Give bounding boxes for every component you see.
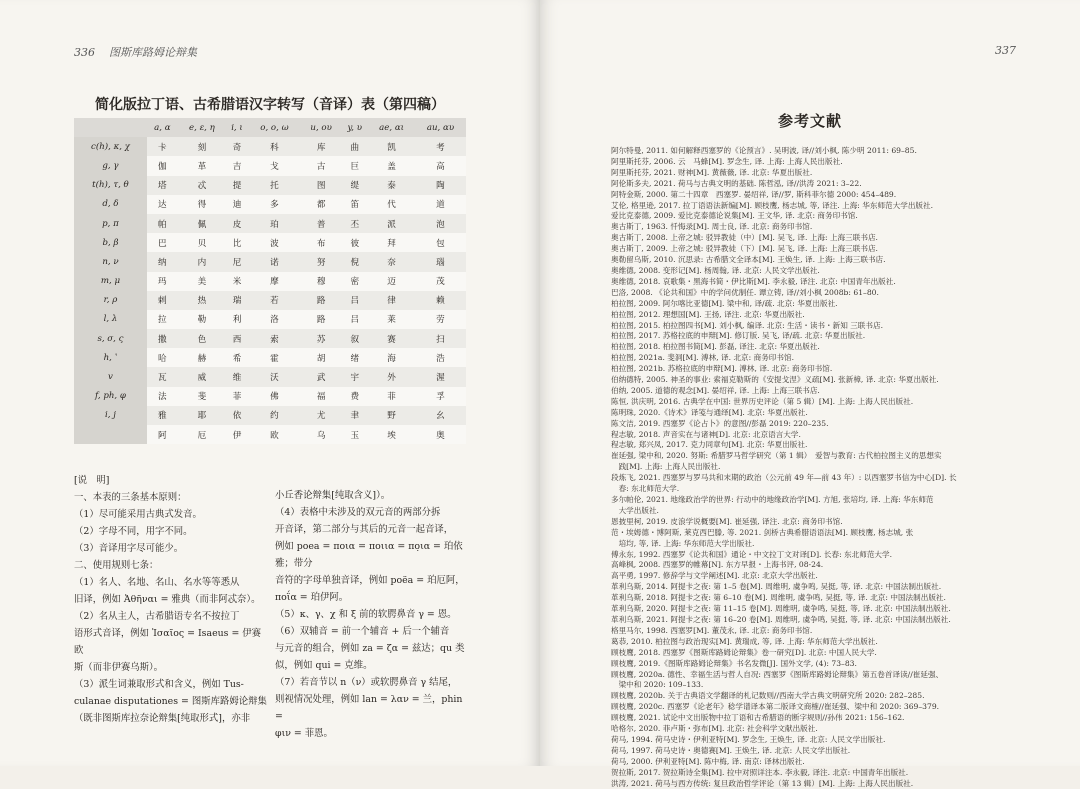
row-header xyxy=(74,425,147,444)
column-header: y, υ xyxy=(341,118,368,137)
table-cell: 野 xyxy=(368,406,415,425)
table-cell: 革 xyxy=(178,156,226,175)
table-cell: 外 xyxy=(368,367,415,386)
table-cell: 都 xyxy=(301,195,341,214)
table-cell: 达 xyxy=(147,195,178,214)
reference-entry: 顾枝鹰, 2021. 试论中文出版物中拉丁语和古希腊语的断字规则//孙伟 2021: 156–162. xyxy=(611,713,905,723)
note-line: 与元音的组合，例如 za = ζα = 兹达；qu 类 xyxy=(275,643,465,654)
table-cell: 科 xyxy=(248,137,301,156)
reference-entry: 崔延强, 梁中和, 2020. 努斯: 希腊罗马哲学研究（第 1 辑） 爱智与教育: 古代柏拉图主义的思想实 xyxy=(611,451,942,461)
row-header: d, δ xyxy=(74,195,147,214)
reference-entry: 巴洛, 2008. 《论共和国》中的学问优制任. 谭立铸, 译//刘小枫 2008b: 61–80. xyxy=(611,287,879,297)
note-line: （6）双辅音 = 前一个辅音 + 后一个辅音 xyxy=(275,626,450,637)
table-cell: 色 xyxy=(178,329,226,348)
table-cell: 美 xyxy=(178,272,226,291)
column-header: a, α xyxy=(147,118,178,137)
table-row xyxy=(74,272,466,291)
table-cell: 米 xyxy=(226,272,248,291)
table-row xyxy=(74,387,466,406)
table-cell: 迪 xyxy=(226,195,248,214)
reference-entry: 荷马, 1994. 荷马史诗・伊利亚特[M]. 罗念生, 王焕生, 译. 北京: 人民文学出版社. xyxy=(611,734,886,744)
table-cell: 聿 xyxy=(341,406,368,425)
notes-column-2 xyxy=(275,487,471,742)
table-cell: 法 xyxy=(147,387,178,406)
reference-entry: 程志敏, 郑兴凤, 2017. 克力同章句[M]. 北京: 华夏出版社. xyxy=(611,440,808,450)
column-header: au, αυ xyxy=(415,118,466,137)
table-cell: 利 xyxy=(226,310,248,329)
table-cell: 比 xyxy=(226,233,248,252)
table-cell: 高 xyxy=(415,156,466,175)
reference-entry: 恩披里柯, 2019. 皮浪学说概要[M]. 崔延强, 译注. 北京: 商务印书馆. xyxy=(611,516,843,526)
table-body xyxy=(74,137,466,444)
column-header: e, ε, η xyxy=(178,118,226,137)
table-cell: 希 xyxy=(226,348,248,367)
table-row xyxy=(74,137,466,156)
reference-entry: 伯纳, 2005. 道德的观念[M]. 晏绍祥, 译. 上海: 上海三联书店. xyxy=(611,385,820,395)
row-header: n, ν xyxy=(74,252,147,271)
table-cell: 图 xyxy=(301,176,341,195)
note-line: （3）派生词兼取形式和含义，例如 Tus- xyxy=(74,679,244,690)
reference-entry: 多尔帕伦, 2021. 地缘政治学的世界: 行动中的地缘政治学[M]. 方旭, 张培均, 译. 上海: 华东师范 xyxy=(611,495,934,504)
table-cell: 伊 xyxy=(226,425,248,444)
table-cell: 剌 xyxy=(147,291,178,310)
table-cell: 律 xyxy=(368,291,415,310)
note-line: （2）字母不同，用字不同。 xyxy=(74,526,193,537)
table-cell: 巨 xyxy=(341,156,368,175)
row-header: s, σ, ς xyxy=(74,329,147,348)
table-cell: 叙 xyxy=(341,329,368,348)
table-cell: 苏 xyxy=(301,329,341,348)
table-cell: 尼 xyxy=(226,252,248,271)
table-cell: 戈 xyxy=(248,156,301,175)
reference-entry: 阿特金斯, 2000. 第二十四章 西塞罗. 晏绍祥, 译//罗, 斯科菲尔德 2000: 454–489. xyxy=(611,189,897,199)
table-row xyxy=(74,176,466,195)
note-line: [说 明] xyxy=(74,475,110,486)
table-title: 简化版拉丁语、古希腊语汉字转写（音译）表（第四稿） xyxy=(95,97,445,113)
note-line: （4）表格中未涉及的双元音的两部分拆 xyxy=(275,507,441,518)
reference-entry: 伯纳德特, 2005. 神圣的事业: 索福克勒斯的《安提戈涅》义疏[M]. 张新樟, 译. 北京: 华夏出版社. xyxy=(611,375,939,385)
table-cell: 代 xyxy=(368,195,415,214)
table-cell: 乌 xyxy=(301,425,341,444)
table-cell: 耶 xyxy=(178,406,226,425)
transliteration-table xyxy=(74,118,466,444)
row-header: t(h), τ, θ xyxy=(74,176,147,195)
table-cell: 勒 xyxy=(178,310,226,329)
table-cell: 赫 xyxy=(178,348,226,367)
column-header: o, ο, ω xyxy=(248,118,301,137)
right-page xyxy=(540,0,1080,788)
table-cell: 扫 xyxy=(415,329,466,348)
table-cell: 维 xyxy=(226,367,248,386)
table-cell: 海 xyxy=(368,348,415,367)
table-cell: 内 xyxy=(178,252,226,271)
table-cell: 瓦 xyxy=(147,367,178,386)
table-cell: 贝 xyxy=(178,233,226,252)
table-row xyxy=(74,214,466,233)
table-cell: 泰 xyxy=(368,176,415,195)
row-header: g, γ xyxy=(74,156,147,175)
table-cell: 得 xyxy=(178,195,226,214)
reference-entry: 高峰枫, 2008. 西塞罗的帷幕[N]. 东方早报・上海书评, 08-24. xyxy=(611,560,824,570)
table-cell: 彼 xyxy=(341,233,368,252)
table-cell: 孚 xyxy=(415,387,466,406)
reference-entry: 葛恭, 2010. 柏拉图与政治现实[M]. 黄瑞成, 等, 译. 上海: 华东师范大学出版社. xyxy=(611,636,878,646)
table-cell: 劳 xyxy=(415,310,466,329)
reference-entry: 大学出版社. xyxy=(611,505,659,515)
table-cell: 洛 xyxy=(248,310,301,329)
reference-entry: 哈格尔, 2020. 菲卢斯・弥布[M]. 北京: 社会科学文献出版社. xyxy=(611,724,818,734)
table-cell: 菲 xyxy=(226,387,248,406)
row-header: r, ρ xyxy=(74,291,147,310)
table-cell: 吉 xyxy=(226,156,248,175)
table-cell: 摩 xyxy=(248,272,301,291)
table-row xyxy=(74,329,466,348)
table-cell: 拜 xyxy=(368,233,415,252)
reference-entry: 奥古斯丁, 2009. 上帝之城: 驳异教徒（下）[M]. 吴飞, 译. 上海: 上海三联书店. xyxy=(611,244,878,254)
table-cell: 瑙 xyxy=(415,252,466,271)
note-line: 一、本表的三条基本原则： xyxy=(74,492,187,503)
table-cell: 考 xyxy=(415,137,466,156)
reference-entry: 柏拉图, 2009. 阿尔喀比亚德[M]. 梁中和, 译/疏. 北京: 华夏出版社. xyxy=(611,298,838,308)
table-cell: 伽 xyxy=(147,156,178,175)
table-cell: 依 xyxy=(226,406,248,425)
table-row xyxy=(74,406,466,425)
table-cell: 赖 xyxy=(415,291,466,310)
table-cell: 霍 xyxy=(248,348,301,367)
table-cell: 莱 xyxy=(368,310,415,329)
note-line: 斯（而非伊赛乌斯）。 xyxy=(74,662,164,673)
reference-entry: 阿里斯托芬, 2021. 财神[M]. 黄薇薇, 译. 北京: 华夏出版社. xyxy=(611,167,813,177)
reference-entry: 阿里斯托芬, 2006. 云 马蜂[M]. 罗念生, 译. 上海: 上海人民出版社. xyxy=(611,156,843,166)
reference-entry: 践[M]. 上海: 上海人民出版社. xyxy=(611,462,721,472)
table-row xyxy=(74,425,466,444)
table-row xyxy=(74,310,466,329)
table-cell: 布 xyxy=(301,233,341,252)
reference-entry: 柏拉图, 2021b. 苏格拉底的申辩[M]. 溥林, 译. 北京: 商务印书馆. xyxy=(611,364,833,374)
table-cell: 哈 xyxy=(147,348,178,367)
table-cell: 多 xyxy=(248,195,301,214)
table-cell: 路 xyxy=(301,291,341,310)
table-cell: 威 xyxy=(178,367,226,386)
reference-entry: 陈明珠, 2020.《诗术》译笺与通绎[M]. 北京: 华夏出版社. xyxy=(611,407,808,417)
table-cell: 西 xyxy=(226,329,248,348)
table-cell: 纳 xyxy=(147,252,178,271)
table-cell: 吕 xyxy=(341,291,368,310)
table-cell: 波 xyxy=(248,233,301,252)
table-cell: 泡 xyxy=(415,214,466,233)
table-cell: 道 xyxy=(415,195,466,214)
table-row xyxy=(74,195,466,214)
table-cell: 沃 xyxy=(248,367,301,386)
table-cell: 托 xyxy=(248,176,301,195)
reference-entry: 培均, 等, 译. 上海: 华东师范大学出版社. xyxy=(611,538,755,548)
right-page-header xyxy=(995,44,1016,57)
notes-column-1 xyxy=(74,472,270,727)
row-header: h, ʽ xyxy=(74,348,147,367)
reference-entry: 爱比克泰德, 2009. 爱比克泰德论说集[M]. 王文华, 译. 北京: 商务印书馆. xyxy=(611,211,858,221)
table-cell: 吕 xyxy=(341,310,368,329)
table-cell: 费 xyxy=(341,387,368,406)
reference-entry: 奥勒留乌斯, 2010. 沉思录: 古希腊文全译本[M]. 王焕生, 译. 上海: 上海三联书店. xyxy=(611,255,886,265)
row-header: b, β xyxy=(74,233,147,252)
reference-entry: 段炼飞, 2021. 西塞罗与罗马共和末期的政治（公元前 49 年—前 43 年）: 以西塞罗书信为中心[D]. 长 xyxy=(611,473,957,483)
table-cell: 努 xyxy=(301,252,341,271)
reference-entry: 艾伦, 格里逊, 2017. 拉丁语语法新编[M]. 顾枝鹰, 杨志城, 等, 译注. 上海: 华东师范大学出版社. xyxy=(611,200,934,210)
table-cell: 迈 xyxy=(368,272,415,291)
running-title: 图斯库路姆论辩集 xyxy=(109,46,197,59)
table-cell: 包 xyxy=(415,233,466,252)
row-header: c(h), κ, χ xyxy=(74,137,147,156)
table-cell: 埃 xyxy=(368,425,415,444)
note-line: （1）尽可能采用古典式发音。 xyxy=(74,509,202,520)
table-cell: 密 xyxy=(341,272,368,291)
table-cell: 索 xyxy=(248,329,301,348)
table-cell: 皮 xyxy=(226,214,248,233)
table-cell: 菲 xyxy=(368,387,415,406)
table-cell: 胡 xyxy=(301,348,341,367)
left-page-header xyxy=(74,44,197,60)
note-line: 旧译，例如 Ἀθῆναι = 雅典（而非阿忒奈）。 xyxy=(74,594,261,605)
table-cell: 派 xyxy=(368,214,415,233)
table-cell: 武 xyxy=(301,367,341,386)
reference-entry: 贺拉斯, 2017. 贺拉斯诗全集[M]. 拉中对照详注本. 李永毅, 译注. 北京: 中国青年出版社. xyxy=(611,767,909,777)
table-row xyxy=(74,156,466,175)
reference-entry: 荷马, 1997. 荷马史诗・奥德赛[M]. 王焕生, 译. 北京: 人民文学出版社. xyxy=(611,745,851,755)
note-line: （7）若音节以 n（ν）或软腭鼻音 γ 结尾， xyxy=(275,677,458,688)
table-cell: 佛 xyxy=(248,387,301,406)
reference-entry: 顾枝鹰, 2018. 西塞罗《图斯库路姆论辩集》卷一研究[D]. 北京: 中国人民大学. xyxy=(611,647,877,657)
table-cell: 巴 xyxy=(147,233,178,252)
note-line: （3）音译用字尽可能少。 xyxy=(74,543,184,554)
table-cell: 赛 xyxy=(368,329,415,348)
reference-entry: 阿伦斯多夫, 2021. 荷马与古典文明的基础. 陈哲泓, 译//洪涛 2021: 3–22. xyxy=(611,178,862,188)
reference-entry: 革利乌斯, 2020. 阿提卡之夜: 第 11–15 卷[M]. 周维明, 虞争鸣, 吴挺, 等, 译. 北京: 中国法制出版社. xyxy=(611,604,951,614)
row-header: i, j xyxy=(74,406,147,425)
table-cell: 尤 xyxy=(301,406,341,425)
table-cell: 提 xyxy=(226,176,248,195)
table-cell: 奈 xyxy=(368,252,415,271)
table-cell: 珀 xyxy=(248,214,301,233)
table-cell: 福 xyxy=(301,387,341,406)
reference-entry: 顾枝鹰, 2020c. 西塞罗《论老年》稔学谱译本第二版译文商榷//崔延强、梁中和 2020: 369–379. xyxy=(611,702,940,712)
reference-entry: 阿尔特曼, 2011. 如何解释西塞罗的《论预言》. 吴明波, 译//刘小枫, 陈少明 2011: 69–85. xyxy=(611,146,917,155)
reference-entry: 柏拉图, 2015. 柏拉图四书[M]. 刘小枫, 编译. 北京: 生活・读书・新知 三联书店. xyxy=(611,320,883,330)
table-cell: 绪 xyxy=(341,348,368,367)
table-row xyxy=(74,348,466,367)
reference-entry: 梁中和 2020: 109–133. xyxy=(611,680,704,690)
reference-entry: 奥维德, 2008. 变形记[M]. 杨周翰, 译. 北京: 人民文学出版社. xyxy=(611,265,820,275)
note-line: 似，例如 qui = 克维。 xyxy=(275,660,373,671)
table-cell: 瑞 xyxy=(226,291,248,310)
reference-entry: 顾枝鹰, 2019.《图斯库路姆论辩集》书名发微[J]. 国外文学, (4): 73–83. xyxy=(611,658,857,668)
table-cell: 拉 xyxy=(147,310,178,329)
page-number: 337 xyxy=(995,44,1016,57)
table-cell: 缇 xyxy=(341,176,368,195)
row-header: v xyxy=(74,367,147,386)
reference-entry: 顾枝鹰, 2020a. 德性、幸福生活与哲人自况: 西塞罗《图斯库路姆论辩集》第五卷首译读//崔延强、 xyxy=(611,669,944,679)
column-header xyxy=(74,118,147,137)
reference-entry: 奥古斯丁, 2008. 上帝之城: 驳异教徒（中）[M]. 吴飞, 译. 上海: 上海三联书店. xyxy=(611,233,878,243)
table-cell: 阿 xyxy=(147,425,178,444)
table-cell: 卡 xyxy=(147,137,178,156)
table-cell: 凯 xyxy=(368,137,415,156)
note-line: 例如 poea = ποια = ποιια = πο̣ια = 珀依雅；带分 xyxy=(275,541,463,569)
table-cell: 刻 xyxy=(178,137,226,156)
table-cell: 宇 xyxy=(341,367,368,386)
note-line: 语形式音译，例如 Ἰσαῖος = Isaeus = 伊赛欧 xyxy=(74,628,262,656)
table-cell: 库 xyxy=(301,137,341,156)
table-cell: 穆 xyxy=(301,272,341,291)
table-cell: 路 xyxy=(301,310,341,329)
row-header: p, π xyxy=(74,214,147,233)
reference-entry: 程志敏, 2018. 声音实在与诸神[D]. 北京: 北京语言大学. xyxy=(611,429,801,439)
note-line: 小丘香论辩集[纯取含义]）。 xyxy=(275,490,391,501)
table-cell: 幺 xyxy=(415,406,466,425)
reference-entry: 陈恒, 洪庆明, 2016. 古典学在中国: 世界历史评论（第 5 辑）[M]. 上海: 上海人民出版社. xyxy=(611,396,914,406)
reference-entry: 荷马, 2000. 伊利亚特[M]. 陈中梅, 译. 南京: 译林出版社. xyxy=(611,756,805,766)
reference-entry: 柏拉图, 2012. 理想国[M]. 王扬, 译注. 北京: 华夏出版社. xyxy=(611,309,805,319)
table-cell: 玛 xyxy=(147,272,178,291)
note-line: 音符的字母单独音译，例如 poëa = 珀厄阿， xyxy=(275,575,465,586)
page-number: 336 xyxy=(74,46,95,59)
table-cell: 普 xyxy=(301,214,341,233)
reference-entry: 傅永东, 1992. 西塞罗《论共和国》通论・中文拉丁文对译[D]. 长春: 东北师范大学. xyxy=(611,549,893,559)
references-title: 参考文献 xyxy=(777,112,842,130)
table-cell: 热 xyxy=(178,291,226,310)
table-cell: 诺 xyxy=(248,252,301,271)
table-cell: 丕 xyxy=(341,214,368,233)
table-cell: 玉 xyxy=(341,425,368,444)
note-line: 则视情况处理，例如 lan = λαν = 兰，phin = xyxy=(275,694,463,722)
reference-entry: 高平勇, 1997. 修辞学与文学阐述[M]. 北京: 北京大学出版社. xyxy=(611,571,818,581)
reference-entry: 陈文洁, 2019. 西塞罗《论占卜》的意图//彭磊 2019: 220–235. xyxy=(611,418,829,428)
table-cell: 帕 xyxy=(147,214,178,233)
table-cell: 雅 xyxy=(147,406,178,425)
table-cell: 斐 xyxy=(178,387,226,406)
table-row xyxy=(74,233,466,252)
left-page xyxy=(0,0,540,766)
table-cell: 笛 xyxy=(341,195,368,214)
reference-entry: 柏拉图, 2021a. 斐洞[M]. 溥林, 译. 北京: 商务印书馆. xyxy=(611,353,794,363)
reference-entry: 奥古斯丁, 1963. 忏悔录[M]. 周士良, 译. 北京: 商务印书馆. xyxy=(611,222,813,232)
reference-entry: 顾枝鹰, 2020b. 关于古典语文学翻译的札记数则//西南大学古典文明研究所 2020: 282–285. xyxy=(611,691,925,701)
table-cell: 曲 xyxy=(341,137,368,156)
note-line: ποΐα = 珀伊阿。 xyxy=(275,592,349,603)
table-cell: 浩 xyxy=(415,348,466,367)
table-cell: 盖 xyxy=(368,156,415,175)
reference-entry: 柏拉图, 2018. 柏拉图书简[M]. 彭磊, 译注. 北京: 华夏出版社. xyxy=(611,342,820,352)
table-cell: 欧 xyxy=(248,425,301,444)
row-header: f, ph, φ xyxy=(74,387,147,406)
table-row xyxy=(74,367,466,386)
note-line: （1）名人、名地、名山、名水等等悉从 xyxy=(74,577,240,588)
table-cell: 古 xyxy=(301,156,341,175)
note-line: 二、使用规则七条： xyxy=(74,560,159,571)
reference-entry: 洪涛, 2021. 荷马与西方传统: 复旦政治哲学评论（第 13 辑）[M]. 上海: 上海人民出版社. xyxy=(611,778,914,788)
table-cell: 茂 xyxy=(415,272,466,291)
note-line: （既非图斯库拉奈论辩集[纯取形式]，亦非 xyxy=(74,713,251,724)
table-cell: 约 xyxy=(248,406,301,425)
reference-entry: 革利乌斯, 2014. 阿提卡之夜: 第 1–5 卷[M]. 周维明, 虞争鸣, 吴挺, 等, 译. 北京: 中国法制出版社. xyxy=(611,582,942,592)
reference-entry: 革利乌斯, 2018. 阿提卡之夜: 第 6–10 卷[M]. 周维明, 虞争鸣, 吴挺, 等, 译. 北京: 中国法制出版社. xyxy=(611,593,946,603)
reference-entry: 格里马尔, 1998. 西塞罗[M]. 董茂永, 译. 北京: 商务印书馆. xyxy=(611,625,813,635)
reference-list xyxy=(611,146,1031,789)
column-header: ae, αι xyxy=(368,118,415,137)
reference-entry: 范・埃姆德・博阿斯, 莱克西巴滕, 等. 2021. 剑桥古典希腊语语法[M]. 顾枝鹰, 杨志城, 张 xyxy=(611,527,914,537)
table-cell: 塔 xyxy=(147,176,178,195)
note-line: culanae disputationes = 图斯库路姆论辩集 xyxy=(74,696,267,707)
table-cell: 忒 xyxy=(178,176,226,195)
note-line: 开音译，第二部分与其后的元音一起音译， xyxy=(275,524,454,535)
table-cell: 倪 xyxy=(341,252,368,271)
table-header-row xyxy=(74,118,466,137)
reference-entry: 革利乌斯, 2021. 阿提卡之夜: 第 16–20 卷[M]. 周维明, 虞争鸣, 吴挺, 等, 译. 北京: 中国法制出版社. xyxy=(611,614,951,624)
table-cell: 厄 xyxy=(178,425,226,444)
row-header: m, μ xyxy=(74,272,147,291)
table-cell: 奥 xyxy=(415,425,466,444)
note-line: （5）κ、γ、χ 和 ξ 前的软腭鼻音 γ = 恩。 xyxy=(275,609,457,620)
table-cell: 撒 xyxy=(147,329,178,348)
table-cell: 奇 xyxy=(226,137,248,156)
reference-entry: 奥维德, 2018. 哀歌集・黑海书简・伊比斯[M]. 李永毅, 译注. 北京: 中国青年出版社. xyxy=(611,276,896,286)
reference-entry: 柏拉图, 2017. 苏格拉底的申辩[M]. 修订版. 吴飞, 译/疏. 北京: 华夏出版社. xyxy=(611,331,866,341)
note-line: （2）名从主人，古希腊语专名不按拉丁 xyxy=(74,611,240,622)
table-cell: 佩 xyxy=(178,214,226,233)
table-cell: 陶 xyxy=(415,176,466,195)
table-cell: 渥 xyxy=(415,367,466,386)
table-row xyxy=(74,252,466,271)
note-line: φιν = 菲恩。 xyxy=(275,728,333,739)
table-row xyxy=(74,291,466,310)
column-header: i, ι xyxy=(226,118,248,137)
reference-entry: 春: 东北师范大学. xyxy=(611,484,680,494)
table-cell: 若 xyxy=(248,291,301,310)
column-header: u, ου xyxy=(301,118,341,137)
row-header: l, λ xyxy=(74,310,147,329)
